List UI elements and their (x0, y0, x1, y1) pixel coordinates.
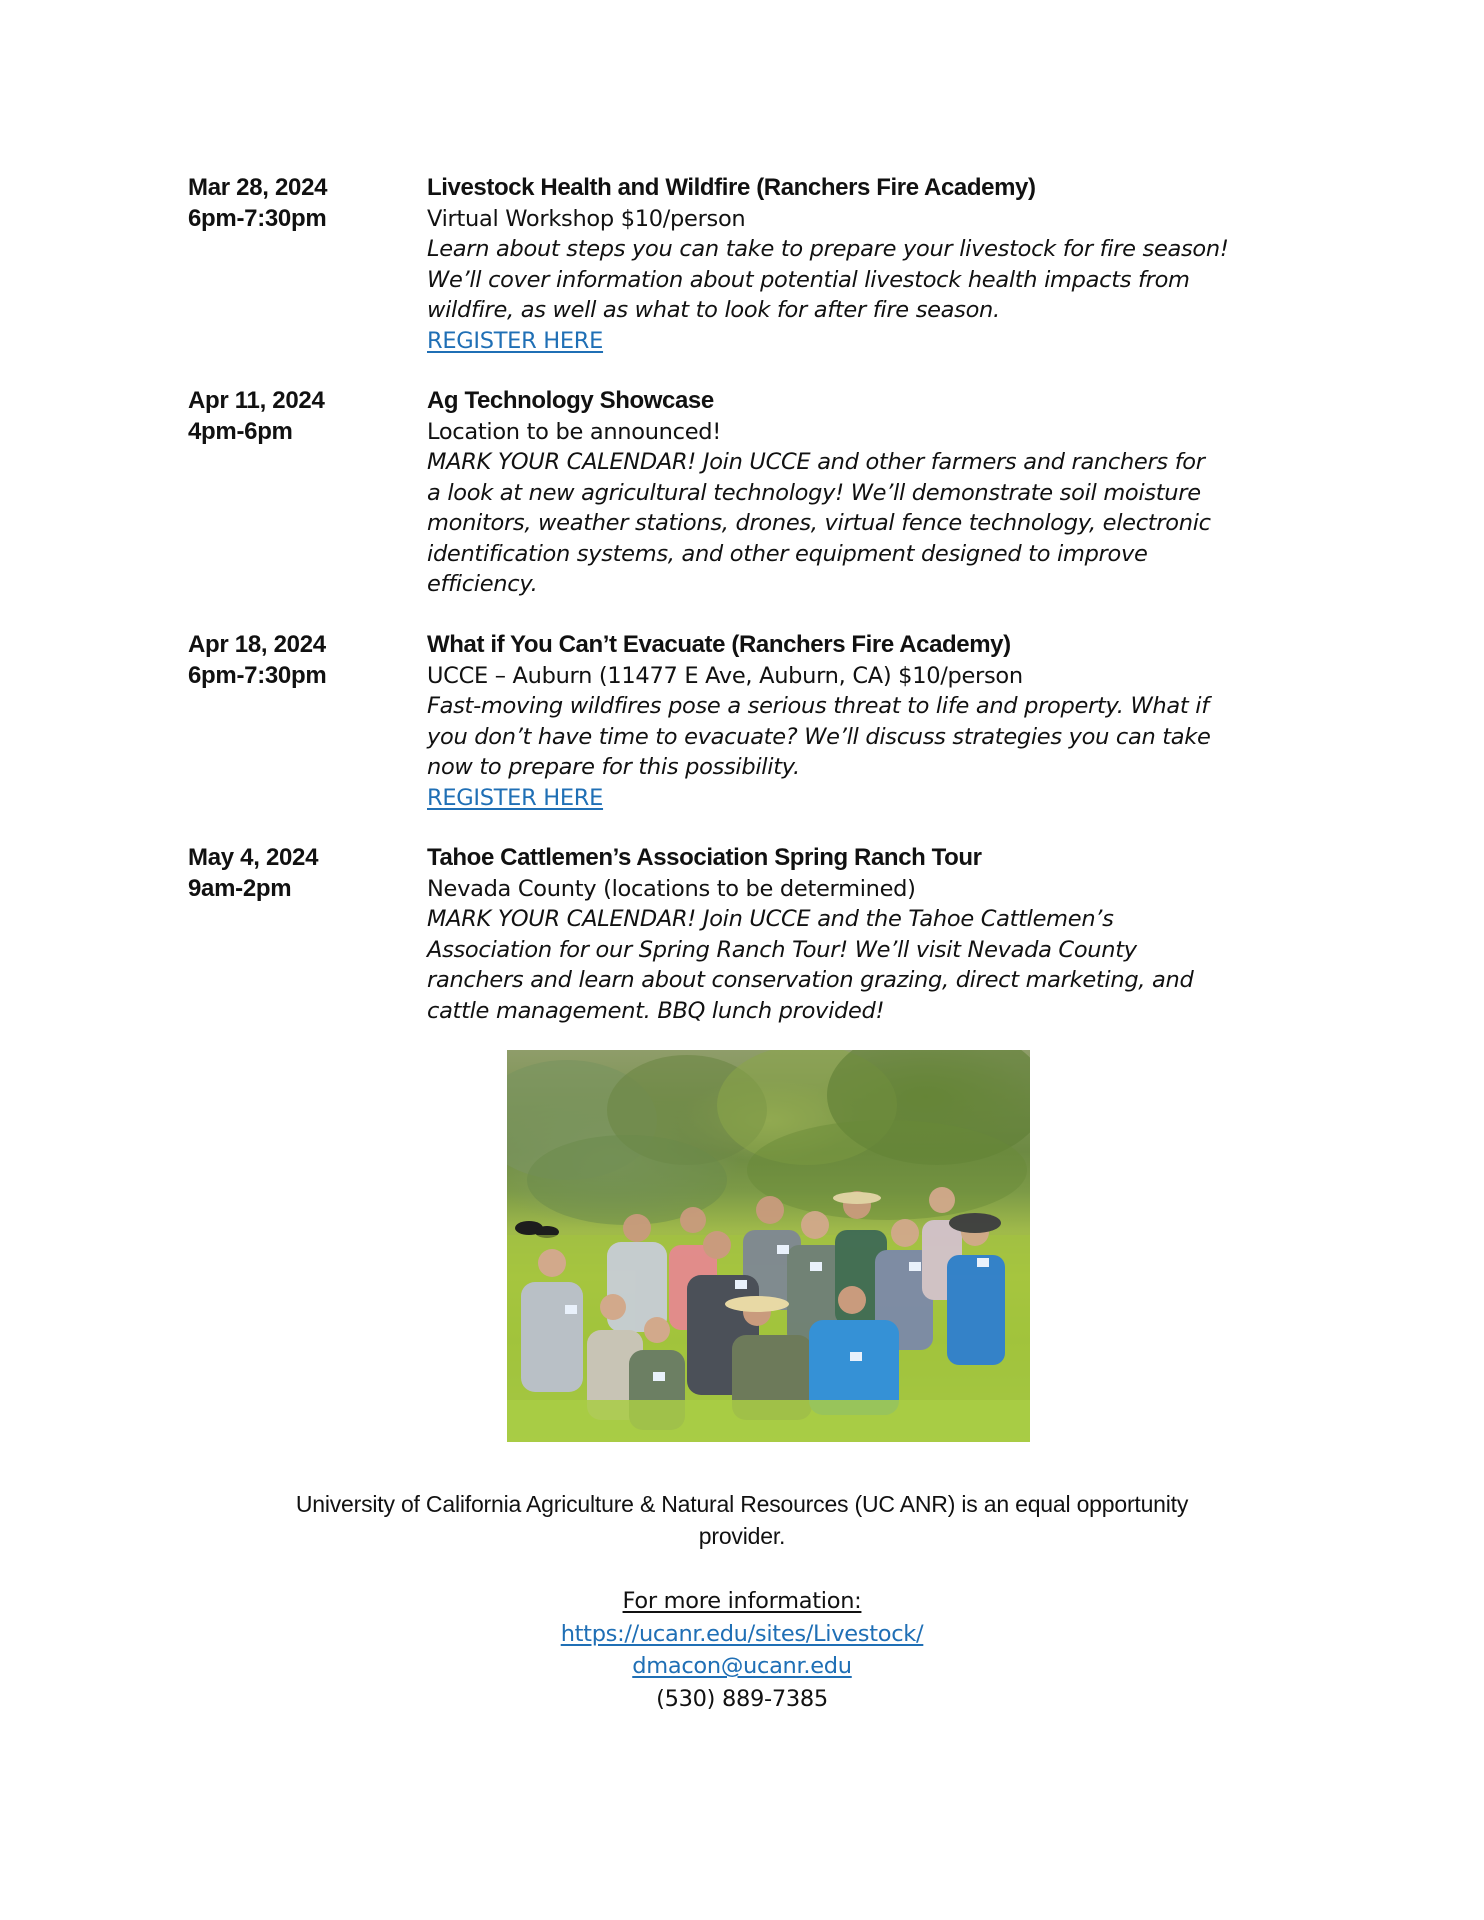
website-link[interactable]: https://ucanr.edu/sites/Livestock/ (560, 1620, 924, 1647)
contact-info (0, 1585, 1484, 1715)
group-photo-illustration (507, 1050, 1030, 1442)
event-details (427, 843, 1307, 1026)
event-date-block (188, 386, 418, 447)
equal-opportunity-line: University of California Agriculture & Natural Resources (UC ANR) is an equal opportunity (295, 1491, 1189, 1517)
event-time: 6pm-7:30pm (188, 204, 327, 232)
event-location: Virtual Workshop $10/person (427, 205, 746, 232)
description-line: wildfire, as well as what to look for after fire season. (427, 297, 1000, 323)
event-location: Nevada County (locations to be determined) (427, 875, 916, 902)
description-line: ranchers and learn about conservation grazing, direct marketing, and (427, 967, 1194, 993)
description-line: Learn about steps you can take to prepare your livestock for fire season! (427, 236, 1229, 262)
description-line: you don’t have time to evacuate? We’ll discuss strategies you can take (427, 723, 1211, 750)
description-line: Fast-moving wildfires pose a serious threat to life and property. What if (427, 693, 1209, 719)
event-details (427, 386, 1307, 600)
event-title: Tahoe Cattlemen’s Association Spring Ranch Tour (427, 844, 982, 871)
event-details (427, 630, 1307, 813)
event-title: Ag Technology Showcase (427, 387, 714, 414)
phone-number: (530) 889-7385 (656, 1685, 828, 1712)
description-line: now to prepare for this possibility. (427, 754, 800, 780)
description-line: We’ll cover information about potential livestock health impacts from (427, 266, 1190, 293)
event-location: Location to be announced! (427, 418, 721, 445)
event-location: UCCE – Auburn (11477 E Ave, Auburn, CA) $10/person (427, 662, 1023, 689)
event-description (427, 234, 1307, 326)
description-line: efficiency. (427, 571, 538, 597)
event-date-block (188, 630, 418, 691)
event-details (427, 173, 1307, 356)
event-time: 4pm-6pm (188, 417, 293, 445)
event-title: Livestock Health and Wildfire (Ranchers Fire Academy) (427, 174, 1036, 201)
event-date: Mar 28, 2024 (188, 174, 328, 201)
event-date: Apr 11, 2024 (188, 387, 325, 414)
description-line: MARK YOUR CALENDAR! Join UCCE and other farmers and ranchers for (427, 449, 1205, 475)
event-time: 9am-2pm (188, 874, 292, 902)
contact-heading: For more information: (622, 1588, 862, 1614)
description-line: cattle management. BBQ lunch provided! (427, 997, 885, 1024)
event-description (427, 447, 1307, 600)
register-link[interactable]: REGISTER HERE (427, 784, 604, 811)
event-time: 6pm-7:30pm (188, 661, 327, 689)
event-date-block (188, 173, 418, 234)
register-link[interactable]: REGISTER HERE (427, 327, 604, 354)
description-line: monitors, weather stations, drones, virtual fence technology, electronic (427, 510, 1211, 536)
description-line: identification systems, and other equipment designed to improve (427, 540, 1148, 567)
description-line: Association for our Spring Ranch Tour! We’ll visit Nevada County (427, 936, 1137, 963)
event-description (427, 691, 1307, 783)
group-photo (507, 1050, 1030, 1442)
event-date: May 4, 2024 (188, 844, 319, 871)
equal-opportunity-line: provider. (698, 1523, 786, 1549)
event-description (427, 904, 1307, 1026)
email-link[interactable]: dmacon@ucanr.edu (632, 1653, 852, 1679)
description-line: a look at new agricultural technology! We’ll demonstrate soil moisture (427, 479, 1201, 506)
event-title: What if You Can’t Evacuate (Ranchers Fire Academy) (427, 631, 1011, 658)
description-line: MARK YOUR CALENDAR! Join UCCE and the Tahoe Cattlemen’s (427, 906, 1114, 932)
equal-opportunity-statement (0, 1488, 1484, 1552)
event-date: Apr 18, 2024 (188, 631, 326, 658)
event-date-block (188, 843, 418, 904)
